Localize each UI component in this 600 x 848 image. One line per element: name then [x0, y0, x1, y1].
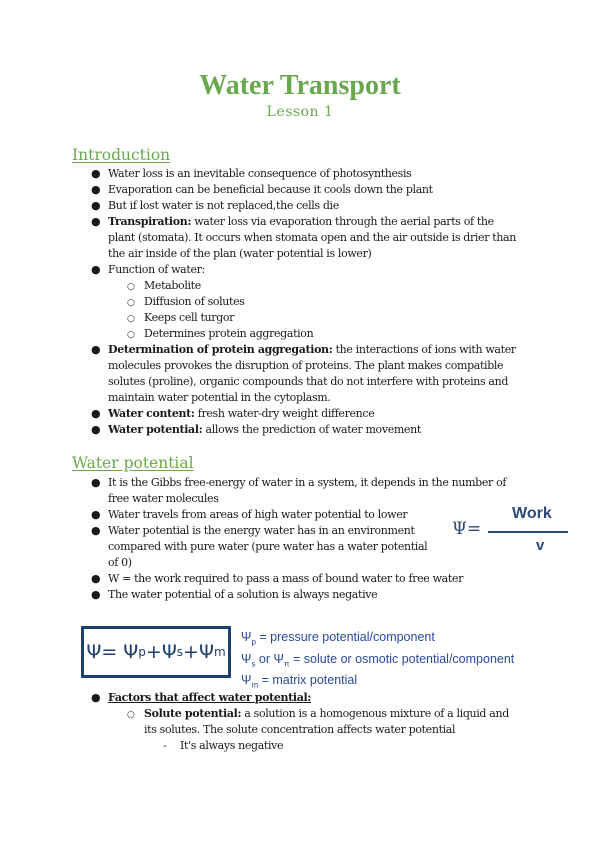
dash-bullet-icon: - — [163, 739, 167, 752]
legend-text: = solute or osmotic potential/component — [289, 651, 515, 666]
term-label: Water potential: — [108, 423, 203, 436]
psi-symbol: Ψ — [241, 651, 252, 666]
bullet-icon: ● — [91, 199, 101, 212]
list-item — [0, 690, 518, 706]
psi-symbol: Ψ — [198, 641, 214, 663]
plus-sign: + — [145, 641, 162, 663]
bullet-icon: ● — [91, 183, 101, 196]
psi-symbol: Ψ — [161, 641, 177, 663]
list-item — [0, 214, 518, 262]
bullet-icon: ● — [91, 167, 101, 180]
psi-symbol: Ψ — [241, 630, 252, 644]
introduction-list — [0, 166, 600, 438]
list-item — [0, 342, 518, 406]
sub-list-item — [0, 278, 524, 294]
water-potential-equation — [81, 626, 231, 678]
formula-numerator: Work — [512, 505, 552, 522]
list-item-text: fresh water-dry weight difference — [194, 407, 375, 420]
subscript-m: m — [213, 645, 226, 659]
list-item — [0, 182, 518, 198]
sub-list-item — [0, 310, 524, 326]
list-item-text: Metabolite — [144, 279, 201, 292]
list-item-text: the interactions of ions with water molecules provokes the disruption of proteins. The plant makes compatible solutes (proline), organic compounds that do not interfere with proteins and maintain water potential in the cytoplasm. — [108, 343, 516, 404]
bullet-icon: ● — [91, 343, 101, 356]
list-item — [0, 422, 518, 438]
section-heading-water-potential: Water potential — [72, 454, 194, 472]
psi-equals: Ψ= — [452, 519, 482, 539]
bullet-icon: ● — [91, 407, 101, 420]
subscript: s — [251, 659, 256, 668]
circle-bullet-icon: ○ — [127, 330, 135, 340]
legend-text: or — [255, 651, 274, 666]
legend-row-pressure — [241, 629, 541, 651]
sub-list-item — [0, 706, 524, 738]
term-label: Water content: — [108, 407, 195, 420]
bullet-icon: ● — [91, 572, 101, 585]
subscript: m — [251, 680, 259, 690]
list-item — [0, 406, 518, 422]
circle-bullet-icon: ○ — [127, 282, 135, 292]
bullet-icon: ● — [91, 263, 101, 276]
page-title: Water Transport — [199, 70, 401, 101]
term-label: Determination of protein aggregation: — [108, 343, 333, 356]
list-item-text: W = the work required to pass a mass of bound water to free water — [108, 572, 463, 585]
work-formula — [452, 505, 572, 557]
list-item-text: a solution is a homogenous mixture of a liquid and its solutes. The solute concentration affects water potential — [144, 707, 509, 736]
list-item-text: It's always negative — [180, 739, 284, 752]
bullet-icon: ● — [91, 588, 101, 601]
bullet-icon: ● — [91, 691, 101, 704]
list-item — [0, 166, 518, 182]
psi-symbol: Ψ — [123, 641, 139, 663]
list-item-text: Water loss is an inevitable consequence of photosynthesis — [108, 167, 412, 180]
psi-symbol: Ψ — [241, 673, 252, 687]
list-item — [0, 198, 518, 214]
list-item — [0, 262, 518, 278]
fraction-line — [488, 531, 568, 533]
circle-bullet-icon: ○ — [127, 298, 135, 308]
factors-heading: Factors that affect water potential: — [108, 691, 312, 704]
list-item-text: Keeps cell turgor — [144, 311, 235, 324]
psi-symbol: Ψ — [86, 641, 102, 663]
bullet-icon: ● — [91, 215, 101, 228]
list-item — [0, 507, 518, 523]
list-item-text: water loss via evaporation through the aerial parts of the plant (stomata). It occurs when stomata open and the air outside is drier than the air inside of the plan (water potential is lower) — [108, 215, 516, 260]
circle-bullet-icon: ○ — [127, 314, 135, 324]
legend-text: = matrix potential — [258, 673, 358, 687]
subscript-p: p — [138, 645, 146, 659]
page-subtitle: Lesson 1 — [266, 104, 334, 120]
formula-denominator: v — [536, 537, 545, 554]
subscript: p — [251, 637, 256, 647]
sub-sub-list-item — [0, 738, 520, 754]
term-label: Transpiration: — [108, 215, 192, 228]
list-item-text: Water potential is the energy water has in an environment compared with pure water (pure water has a water potential of 0) — [108, 524, 428, 569]
plus-sign: + — [183, 641, 199, 663]
list-item-text: Water travels from areas of high water potential to lower — [108, 508, 408, 521]
list-item-text: But if lost water is not replaced,the cells die — [108, 199, 339, 212]
list-item-text: Diffusion of solutes — [144, 295, 245, 308]
list-item-text: Determines protein aggregation — [144, 327, 314, 340]
term-label: Solute potential: — [144, 707, 242, 720]
equation-legend — [241, 629, 541, 694]
equals-sign: = — [101, 641, 118, 663]
subscript: π — [283, 659, 290, 668]
list-item — [0, 523, 438, 571]
section-heading-introduction: Introduction — [72, 146, 171, 164]
list-item-text: allows the prediction of water movement — [202, 423, 421, 436]
list-item — [0, 475, 518, 507]
list-item-text: Function of water: — [108, 263, 205, 276]
list-item-text: Evaporation can be beneficial because it cools down the plant — [108, 183, 433, 196]
legend-text: = pressure potential/component — [255, 630, 435, 644]
list-item — [0, 587, 518, 603]
subscript-s: s — [176, 645, 184, 659]
bullet-icon: ● — [91, 476, 101, 489]
factors-list — [0, 690, 600, 754]
sub-list-item — [0, 326, 524, 342]
circle-bullet-icon: ○ — [127, 710, 135, 720]
bullet-icon: ● — [91, 508, 101, 521]
legend-row-solute — [241, 651, 541, 673]
psi-symbol: Ψ — [273, 651, 284, 666]
sub-list-item — [0, 294, 524, 310]
list-item-text: It is the Gibbs free-energy of water in a system, it depends in the number of free water molecules — [108, 476, 507, 505]
bullet-icon: ● — [91, 423, 101, 436]
list-item — [0, 571, 518, 587]
bullet-icon: ● — [91, 524, 101, 537]
list-item-text: The water potential of a solution is always negative — [108, 588, 378, 601]
